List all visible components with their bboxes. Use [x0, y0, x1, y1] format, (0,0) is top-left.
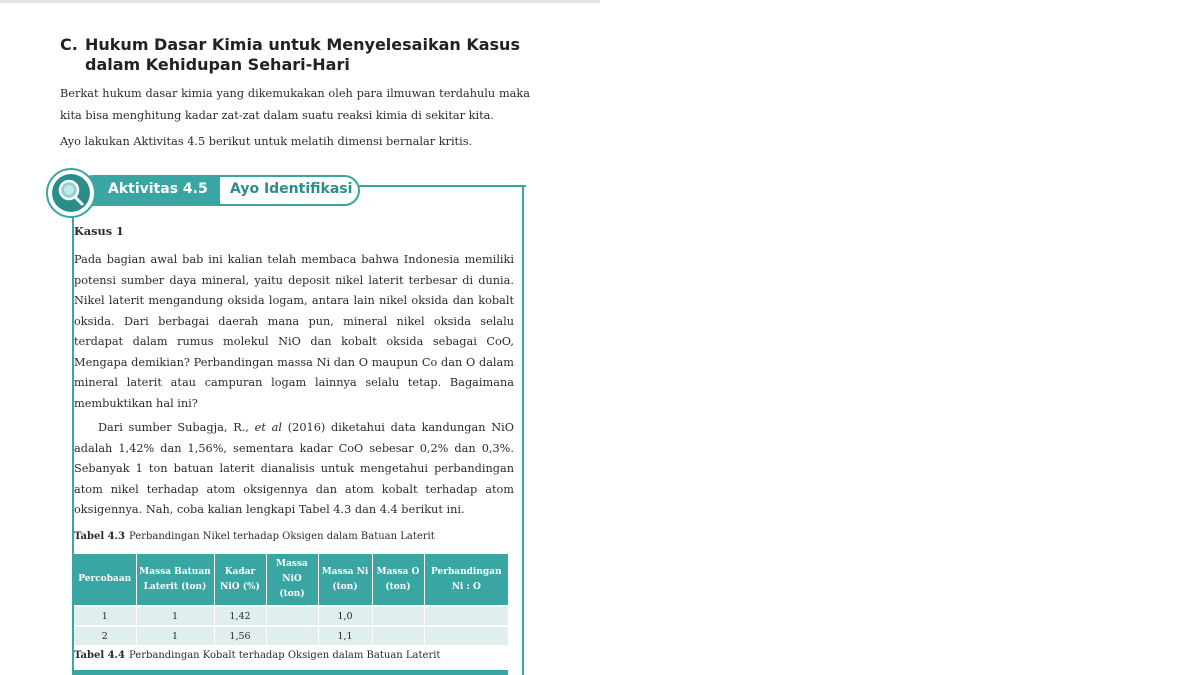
table-cell — [266, 606, 318, 626]
col-header: Massa Ni (ton) — [318, 554, 372, 606]
table-cell — [424, 606, 508, 626]
table-cell — [372, 606, 424, 626]
col-header: Kadar NiO (%) — [214, 554, 266, 606]
table-4-3 — [74, 554, 508, 645]
table-4-3-caption-text: Perbandingan Nikel terhadap Oksigen dalam Batuan Laterit — [129, 531, 435, 542]
table-cell: 1,0 — [318, 606, 372, 626]
table-cell: 1,56 — [214, 626, 266, 645]
table-row — [74, 626, 508, 645]
table-cell — [424, 626, 508, 645]
activity-label: Aktivitas 4.5 — [108, 181, 208, 197]
table-header-row — [74, 554, 508, 606]
table-cell: 1 — [136, 626, 214, 645]
table-cell: 2 — [74, 626, 136, 645]
table-cell: 1 — [74, 606, 136, 626]
case-heading: Kasus 1 — [74, 224, 124, 238]
case-paragraph-2 — [74, 418, 514, 521]
et-al-text: et al — [254, 421, 282, 434]
col-header: Massa Batuan Laterit (ton) — [136, 554, 214, 606]
col-header: Perbandingan Ni : O — [424, 554, 508, 606]
table-cell: 1 — [136, 606, 214, 626]
table-row — [74, 606, 508, 626]
table-4-4-label: Tabel 4.4 — [74, 650, 125, 661]
table-4-3-label: Tabel 4.3 — [74, 531, 125, 542]
case-paragraph-1: Pada bagian awal bab ini kalian telah membaca bahwa Indonesia memiliki potensi sumber daya mineral, yaitu deposit nikel laterit terbesar di dunia. Nikel laterit mengandung oksida logam, antara lain nikel oksida dan kobalt oksida. Dari berbagai daerah mana pun, mineral nikel oksida selalu terdapat dalam rumus molekul NiO dan kobalt oksida sebagai CoO, Mengapa demikian? Perbandingan massa Ni dan O maupun Co dan O dalam mineral laterit atau campuran logam lainnya selalu tetap. Bagaimana membuktikan hal ini? — [74, 253, 514, 410]
activity-header — [78, 175, 360, 206]
table-cell: 1,42 — [214, 606, 266, 626]
table-4-3-caption — [74, 531, 435, 542]
case-paragraph-2-end: (2016) diketahui data kandungan NiO adalah 1,42% dan 1,56%, sementara kadar CoO sebesar 0,2% dan 0,3%. Sebanyak 1 ton batuan laterit dianalisis untuk mengetahui perbandingan atom nikel terhadap atom oksigennya dan atom kobalt terhadap atom oksigennya. Nah, coba kalian lengkapi Tabel 4.3 dan 4.4 berikut ini. — [74, 421, 514, 516]
table-cell — [266, 626, 318, 645]
col-header: Massa NiO (ton) — [266, 554, 318, 606]
section-title: Hukum Dasar Kimia untuk Menyelesaikan Kasus dalam Kehidupan Sehari-Hari — [85, 35, 520, 74]
intro-paragraph: Berkat hukum dasar kimia yang dikemukakan oleh para ilmuwan terdahulu maka kita bisa menghitung kadar zat-zat dalam suatu reaksi kimia di sekitar kita. — [60, 87, 530, 122]
activity-header-line — [358, 185, 526, 187]
table-4-4-caption-text: Perbandingan Kobalt terhadap Oksigen dalam Batuan Laterit — [129, 650, 441, 661]
col-header: Massa O (ton) — [372, 554, 424, 606]
col-header: Percobaan — [74, 554, 136, 606]
document-page — [0, 3, 600, 675]
activity-title: Ayo Identifikasi — [230, 181, 353, 197]
table-cell: 1,1 — [318, 626, 372, 645]
magnifier-icon — [46, 168, 96, 218]
table-cell — [372, 626, 424, 645]
case-paragraph-2-start: Dari sumber Subagja, R., — [98, 421, 255, 434]
table-4-4-caption — [74, 650, 440, 661]
table-4-4-header — [74, 670, 508, 675]
activity-instruction: Ayo lakukan Aktivitas 4.5 berikut untuk melatih dimensi bernalar kritis. — [60, 135, 473, 148]
section-heading — [60, 35, 540, 75]
section-letter: C. — [60, 35, 78, 54]
